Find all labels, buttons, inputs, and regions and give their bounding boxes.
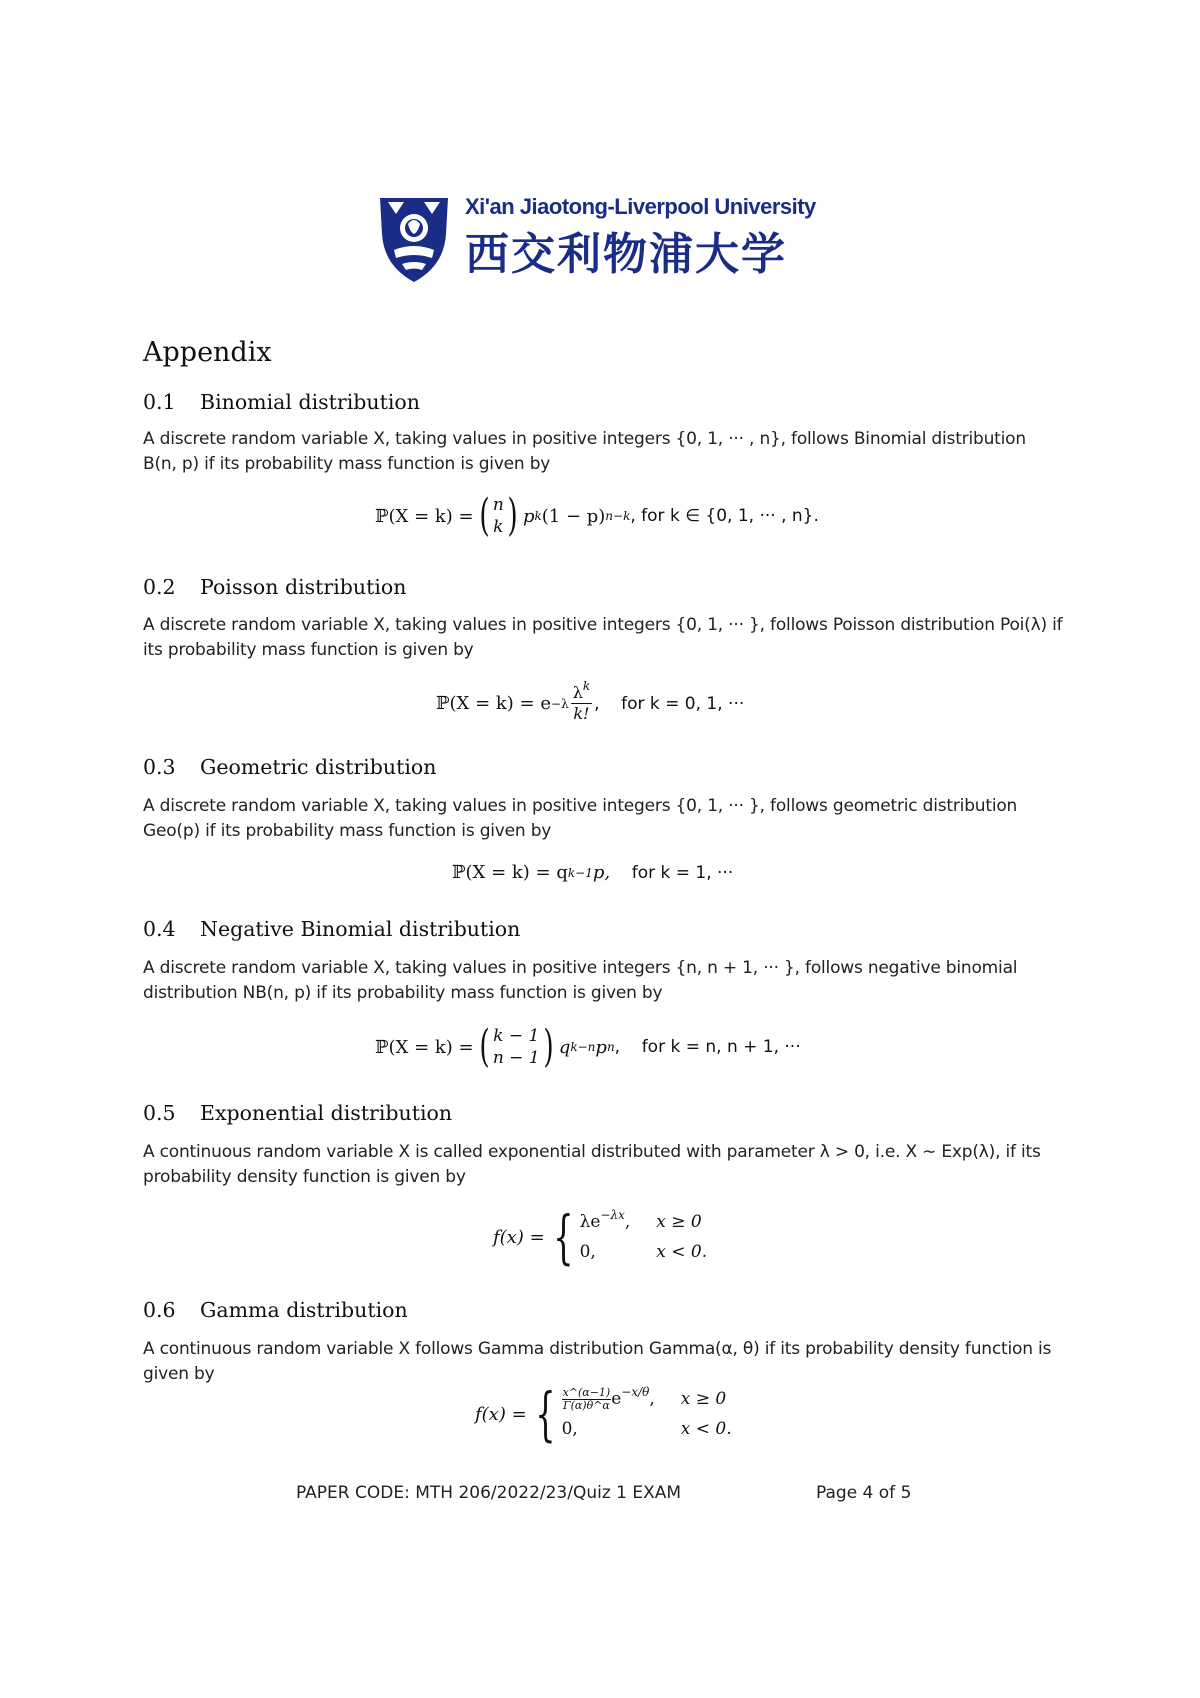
section-heading-poisson: 0.2 Poisson distribution <box>143 575 407 599</box>
formula-negative-binomial: ℙ(X = k) = ( k − 1 n − 1 ) q k−n p n , for k = n, n + 1, ··· <box>375 1021 801 1072</box>
binomial-coefficient: ( k − 1 n − 1 ) <box>479 1021 554 1072</box>
section-text-poisson: A discrete random variable X, taking values in positive integers {0, 1, ··· }, follows Poisson distribution Poi(λ) if its probability mass function is given by <box>143 615 1063 660</box>
cases-brace: { $\frac{x\^{}(\alpha-1)}{\Gamma(\alpha)\theta\^{}\alpha}$ $e^{-x/\theta}$, x ≥ 0 0, x < 0. <box>534 1380 732 1448</box>
section-heading-gamma: 0.6 Gamma distribution <box>143 1298 408 1322</box>
formula-exponential: f(x) = { $\lambda e^{-\lambda x}$, x ≥ 0 0, x < 0. <box>493 1203 708 1271</box>
university-name-chinese: 西交利物浦大学 <box>465 229 787 280</box>
section-heading-exponential: 0.5 Exponential distribution <box>143 1101 453 1125</box>
university-logo <box>378 194 838 284</box>
appendix-title: Appendix <box>143 337 272 368</box>
section-text-binomial: A discrete random variable X, taking values in positive integers {0, 1, ··· , n}, follows Binomial distribution B(n, p) if its probability mass function is given by <box>143 429 1026 474</box>
university-shield-icon <box>378 194 450 284</box>
section-text-exponential: A continuous random variable X is called exponential distributed with parameter λ > 0, i.e. X ∼ Exp(λ), if its probability density function is given by <box>143 1142 1041 1187</box>
page-footer <box>296 1483 912 1503</box>
cases-brace: { $\lambda e^{-\lambda x}$, x ≥ 0 0, x < 0. <box>552 1203 708 1271</box>
section-text-geometric: A discrete random variable X, taking values in positive integers {0, 1, ··· }, follows geometric distribution Geo(p) if its probability mass function is given by <box>143 796 1018 841</box>
formula-geometric: ℙ(X = k) = q k−1 p, for k = 1, ··· <box>452 862 734 883</box>
gamma-fraction: $\frac{x\^{}(\alpha-1)}{\Gamma(\alpha)\theta\^{}\alpha}$ <box>562 1386 611 1412</box>
binomial-coefficient: ( n k ) <box>479 490 518 541</box>
section-heading-binomial: 0.1 Binomial distribution <box>143 390 420 414</box>
paper-code: PAPER CODE: MTH 206/2022/23/Quiz 1 EXAM <box>296 1483 682 1503</box>
formula-poisson: ℙ(X = k) = e −λ $\frac{\lambda^k}{k!}$ , for k = 0, 1, ··· <box>436 679 745 723</box>
section-heading-negative-binomial: 0.4 Negative Binomial distribution <box>143 917 521 941</box>
formula-gamma: f(x) = { $\frac{x\^{}(\alpha-1)}{\Gamma(\alpha)\theta\^{}\alpha}$ $e^{-x/\theta}$, x ≥ 0 0, x < 0. <box>475 1380 732 1448</box>
page-number: Page 4 of 5 <box>816 1483 912 1503</box>
poisson-fraction: $\frac{\lambda^k}{k!}$ <box>572 679 591 723</box>
section-text-gamma: A continuous random variable X follows Gamma distribution Gamma(α, θ) if its probability density function is given by <box>143 1339 1052 1384</box>
section-text-negative-binomial: A discrete random variable X, taking values in positive integers {n, n + 1, ··· }, follows negative binomial distribution NB(n, p) if its probability mass function is given by <box>143 958 1018 1003</box>
university-name-english: Xi'an Jiaotong-Liverpool University <box>465 194 816 219</box>
formula-binomial: ℙ(X = k) = ( n k ) p k (1 − p) n−k , for k ∈ {0, 1, ··· , n}. <box>375 490 819 541</box>
section-heading-geometric: 0.3 Geometric distribution <box>143 755 437 779</box>
